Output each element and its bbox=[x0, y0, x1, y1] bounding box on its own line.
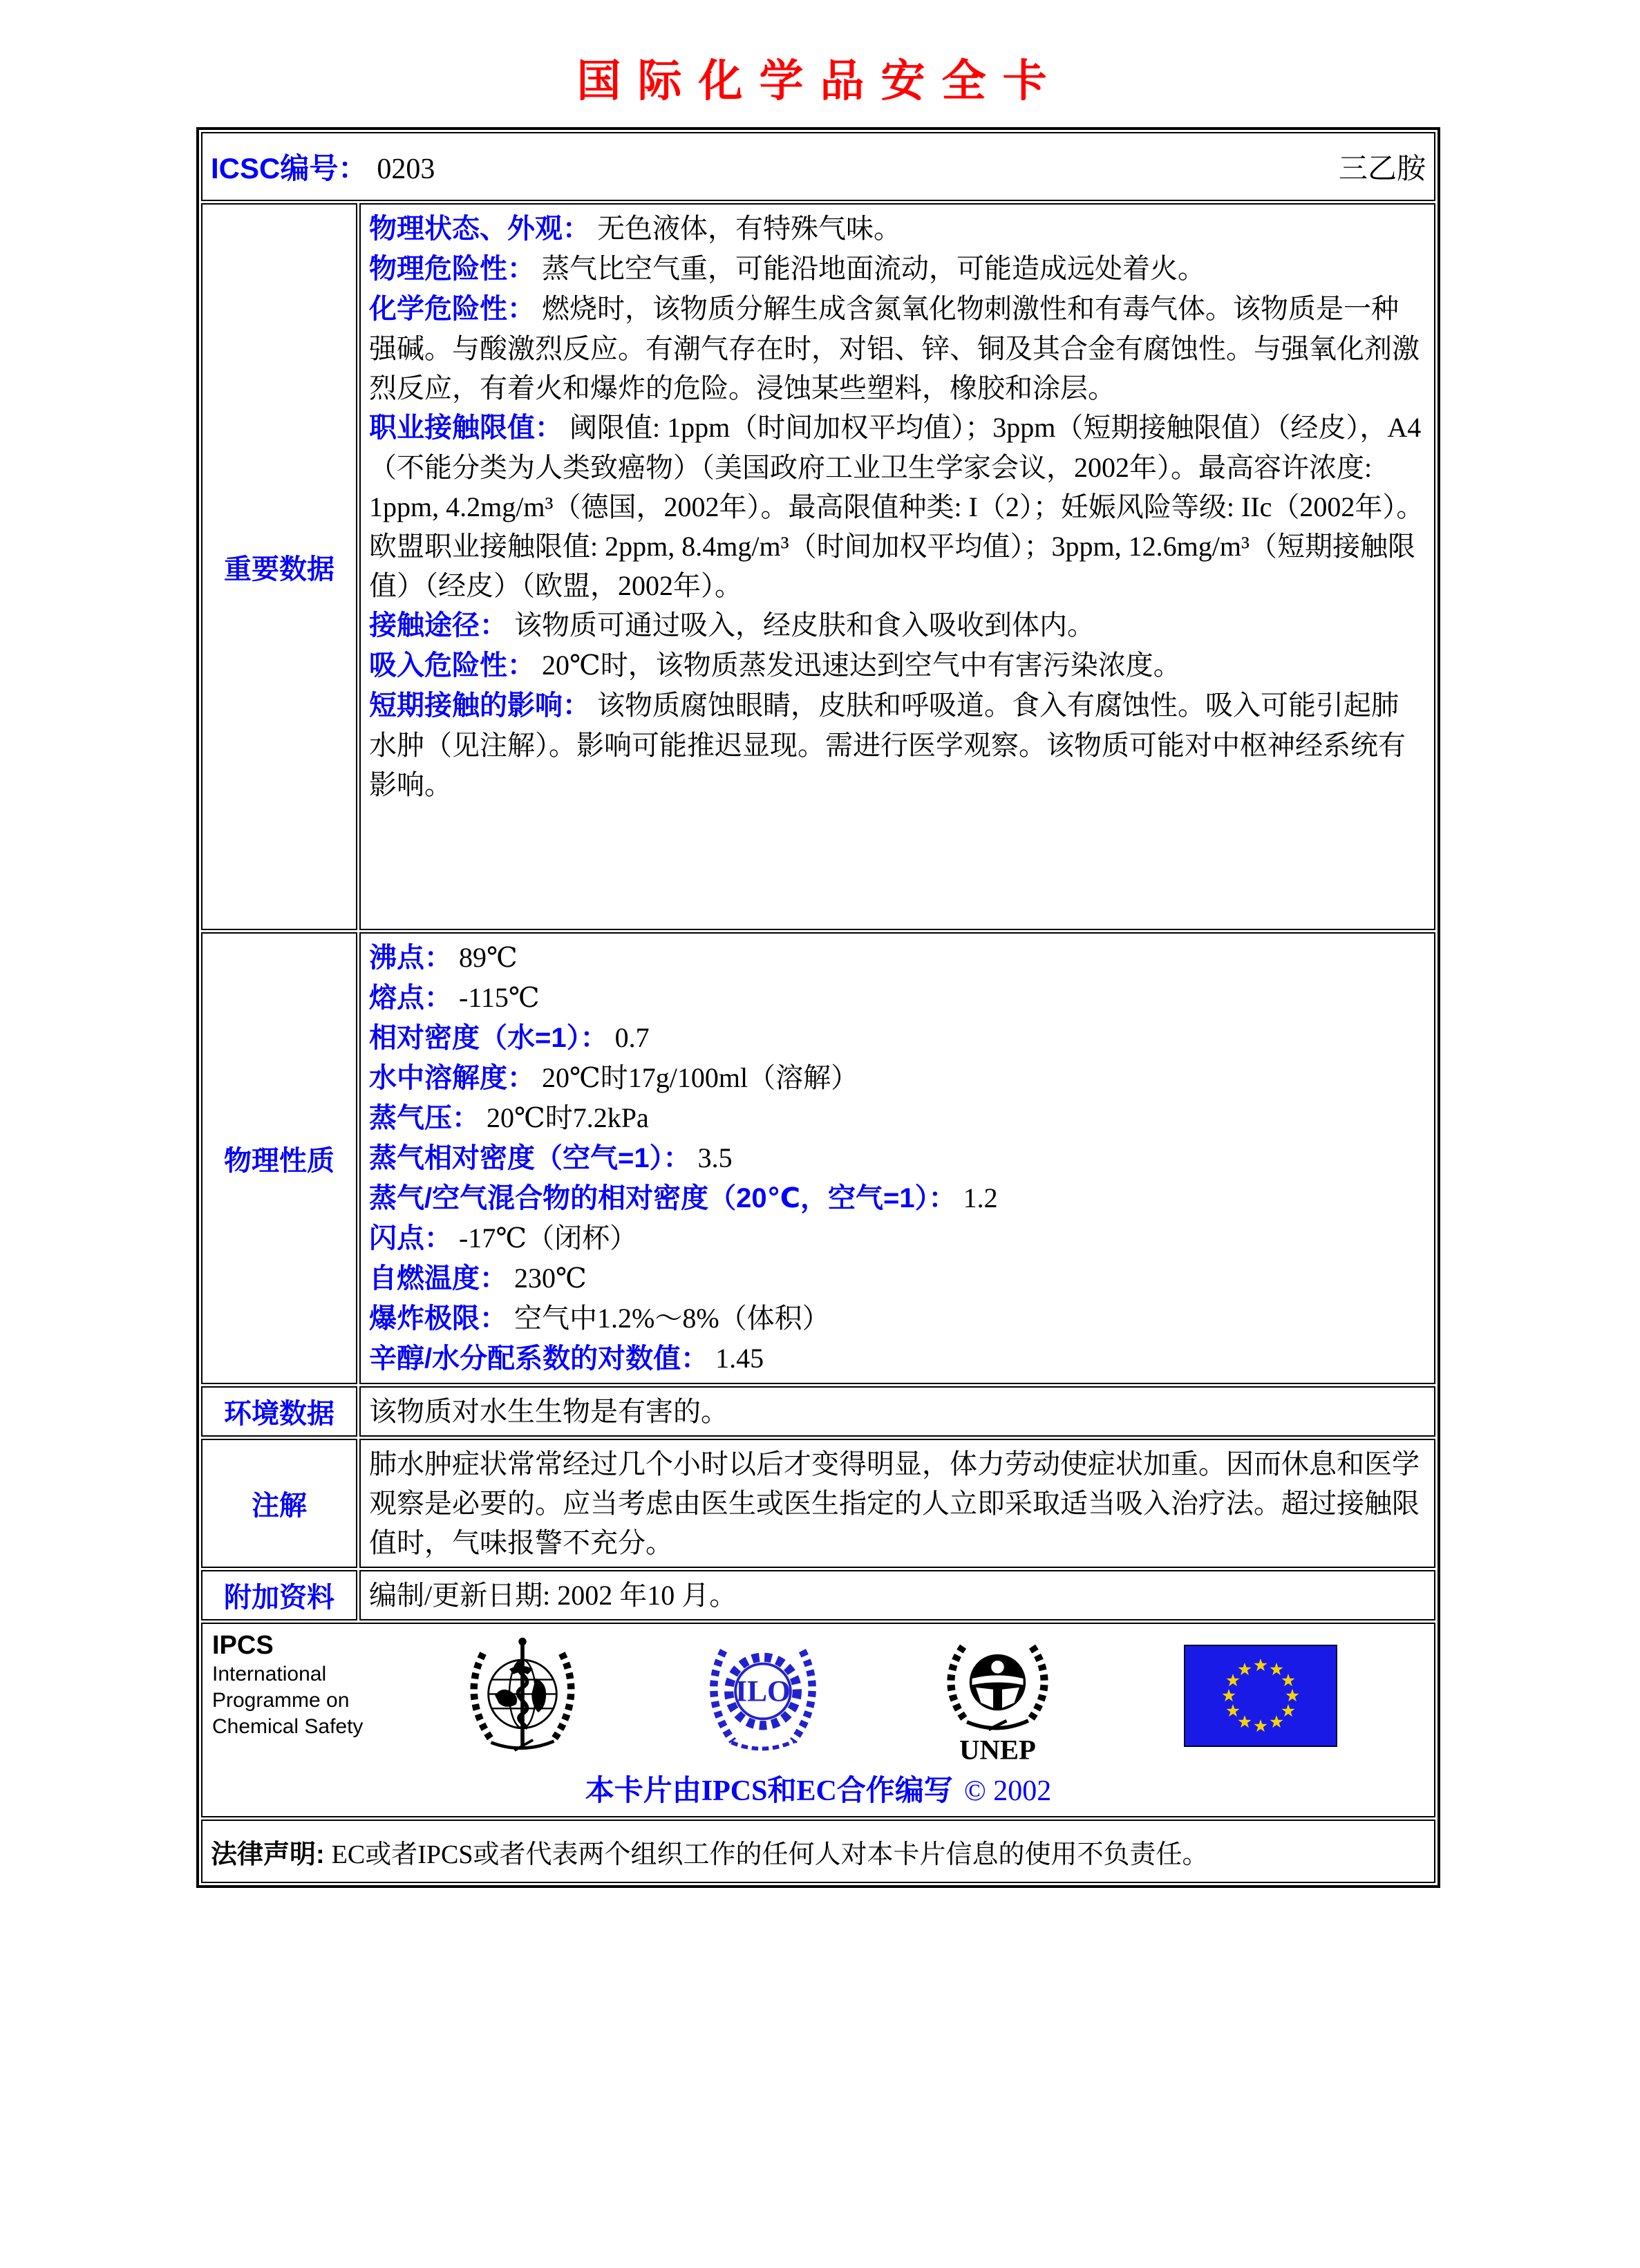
physical-property-item bbox=[369, 1018, 1426, 1058]
legal-label: 法律声明: bbox=[211, 1840, 325, 1869]
ilo-logo-text: ILO bbox=[735, 1674, 791, 1708]
field-text: 20℃时7.2kPa bbox=[487, 1102, 649, 1133]
field-label: 化学危险性： bbox=[369, 294, 535, 324]
field-label: 吸入危险性： bbox=[369, 650, 535, 681]
section-label-important-data: 重要数据 bbox=[201, 203, 357, 930]
field-label: 物理危险性： bbox=[369, 254, 535, 284]
physical-property-item bbox=[369, 1298, 1426, 1339]
additional-info-content: 编制/更新日期: 2002 年10 月。 bbox=[359, 1570, 1435, 1620]
physical-properties-content bbox=[359, 932, 1435, 1384]
field-text: 阈限值: 1ppm（时间加权平均值）；3ppm（短期接触限值）（经皮），A4（不能分类为人类致癌物）（美国政府工业卫生学家会议，2002年）。最高容许浓度: 1ppm, 4.2mg/m³（德国，2002年）。最高限值种类: I（2）；妊娠风险等级: IIc（2002年）。欧盟职业接触限值: 2ppm, 8.4mg/m³（时间加权平均值）；3ppm, 12.6mg/m³（短期接触限值）（经皮）（欧盟，2002年）。 bbox=[369, 412, 1424, 601]
ipcs-subtitle-line: International bbox=[212, 1663, 327, 1685]
field-label: 接触途径： bbox=[369, 610, 507, 641]
field-text: 230℃ bbox=[514, 1263, 587, 1294]
physical-property-item bbox=[369, 1098, 1426, 1138]
field-text: 该物质腐蚀眼睛，皮肤和呼吸道。食入有腐蚀性。吸入可能引起肺水肿（见注解）。影响可能推迟显现。需进行医学观察。该物质可能对中枢神经系统有影响。 bbox=[369, 690, 1406, 800]
icsc-number-label: ICSC编号： bbox=[211, 152, 368, 185]
unep-logo-text: UNEP bbox=[959, 1734, 1036, 1766]
ipcs-text-block bbox=[212, 1629, 363, 1740]
notes-row bbox=[201, 1439, 1435, 1568]
section-label-environmental-data: 环境数据 bbox=[201, 1386, 357, 1437]
section-label-additional-info: 附加资料 bbox=[201, 1570, 357, 1620]
footer-copyright: © 2002 bbox=[963, 1775, 1052, 1807]
field-text: 蒸气比空气重，可能沿地面流动，可能造成远处着火。 bbox=[542, 253, 1205, 284]
field-text: 20℃时，该物质蒸发迅速达到空气中有害污染浓度。 bbox=[542, 650, 1181, 681]
logos-cell bbox=[201, 1623, 1435, 1817]
field-text: 3.5 bbox=[697, 1142, 733, 1173]
ipcs-subtitle-line: Chemical Safety bbox=[212, 1715, 364, 1738]
important-data-row bbox=[201, 203, 1435, 930]
header-row bbox=[201, 132, 1435, 201]
field-text: 1.45 bbox=[715, 1343, 764, 1374]
ilo-icon bbox=[697, 1634, 829, 1761]
physical-property-item bbox=[369, 1178, 1426, 1218]
ipcs-acronym: IPCS bbox=[212, 1631, 274, 1660]
unep-icon bbox=[934, 1632, 1062, 1767]
additional-info-row bbox=[201, 1570, 1435, 1620]
important-data-item bbox=[369, 605, 1426, 645]
chemical-name: 三乙胺 bbox=[1338, 153, 1426, 185]
icsc-number-value: 0203 bbox=[377, 153, 435, 185]
legal-cell bbox=[201, 1820, 1435, 1883]
field-label: 闪点： bbox=[369, 1223, 452, 1254]
important-data-item bbox=[369, 209, 1426, 249]
notes-content: 肺水肿症状常常经过几个小时以后才变得明显，体力劳动使症状加重。因而休息和医学观察是必要的。应当考虑由医生或医生指定的人立即采取适当吸入治疗法。超过接触限值时，气味报警不充分。 bbox=[359, 1439, 1435, 1568]
field-label: 短期接触的影响： bbox=[369, 690, 590, 721]
section-label-notes: 注解 bbox=[201, 1439, 357, 1568]
physical-property-item bbox=[369, 1258, 1426, 1298]
logos-row bbox=[201, 1623, 1435, 1817]
who-icon bbox=[457, 1635, 588, 1763]
icsc-number-group bbox=[211, 146, 435, 187]
field-label: 自燃温度： bbox=[369, 1263, 507, 1294]
field-label: 职业接触限值： bbox=[369, 413, 563, 443]
field-text: 无色液体，有特殊气味。 bbox=[597, 213, 901, 244]
page-title: 国际化学品安全卡 bbox=[576, 57, 1064, 106]
important-data-item bbox=[369, 686, 1426, 804]
field-text: 该物质可通过吸入，经皮肤和食入吸收到体内。 bbox=[514, 609, 1095, 641]
footer-caption bbox=[202, 1768, 1434, 1809]
eu-flag-icon bbox=[1184, 1645, 1337, 1747]
field-label: 蒸气相对密度（空气=1）： bbox=[369, 1143, 691, 1173]
important-data-item bbox=[369, 289, 1426, 408]
field-text: 1.2 bbox=[963, 1182, 998, 1213]
physical-property-item bbox=[369, 1058, 1426, 1098]
important-data-item bbox=[369, 645, 1426, 686]
footer-caption-text: 本卡片由IPCS和EC合作编写 bbox=[585, 1775, 953, 1807]
physical-property-item bbox=[369, 1138, 1426, 1178]
section-label-physical-properties: 物理性质 bbox=[201, 932, 357, 1384]
field-label: 水中溶解度： bbox=[369, 1063, 535, 1093]
field-label: 爆炸极限： bbox=[369, 1303, 507, 1334]
field-label: 沸点： bbox=[369, 943, 452, 973]
field-label: 物理状态、外观： bbox=[369, 214, 590, 244]
environmental-data-row bbox=[201, 1386, 1435, 1437]
physical-property-item bbox=[369, 978, 1426, 1018]
important-data-content bbox=[359, 203, 1435, 930]
physical-properties-row bbox=[201, 932, 1435, 1384]
environmental-data-content: 该物质对水生生物是有害的。 bbox=[359, 1386, 1435, 1437]
header-cell bbox=[201, 132, 1435, 201]
physical-property-item bbox=[369, 1339, 1426, 1379]
ipcs-subtitle-line: Programme on bbox=[212, 1689, 350, 1712]
legal-row bbox=[201, 1820, 1435, 1883]
field-text: 燃烧时，该物质分解生成含氮氧化物刺激性和有毒气体。该物质是一种强碱。与酸激烈反应。有潮气存在时，对铝、锌、铜及其合金有腐蚀性。与强氧化剂激烈反应，有着火和爆炸的危险。浸蚀某些塑料，橡胶和涂层。 bbox=[369, 293, 1420, 404]
field-label: 蒸气压： bbox=[369, 1103, 480, 1133]
field-text: 20℃时17g/100ml（溶解） bbox=[542, 1062, 859, 1093]
physical-property-item bbox=[369, 1218, 1426, 1258]
field-text: -115℃ bbox=[459, 982, 540, 1013]
field-text: 89℃ bbox=[459, 942, 518, 973]
field-label: 相对密度（水=1）： bbox=[369, 1023, 608, 1053]
legal-text: EC或者IPCS或者代表两个组织工作的任何人对本卡片信息的使用不负责任。 bbox=[331, 1840, 1209, 1869]
field-label: 蒸气/空气混合物的相对密度（20℃，空气=1）： bbox=[369, 1183, 956, 1213]
physical-property-item bbox=[369, 938, 1426, 978]
important-data-item bbox=[369, 249, 1426, 289]
field-text: -17℃（闭杯） bbox=[459, 1222, 638, 1254]
field-text: 0.7 bbox=[614, 1022, 650, 1053]
safety-card-table bbox=[196, 127, 1440, 1888]
field-label: 熔点： bbox=[369, 983, 452, 1013]
important-data-item bbox=[369, 408, 1426, 605]
field-text: 空气中1.2%～8%（体积） bbox=[514, 1303, 830, 1334]
field-label: 辛醇/水分配系数的对数值： bbox=[369, 1343, 709, 1374]
